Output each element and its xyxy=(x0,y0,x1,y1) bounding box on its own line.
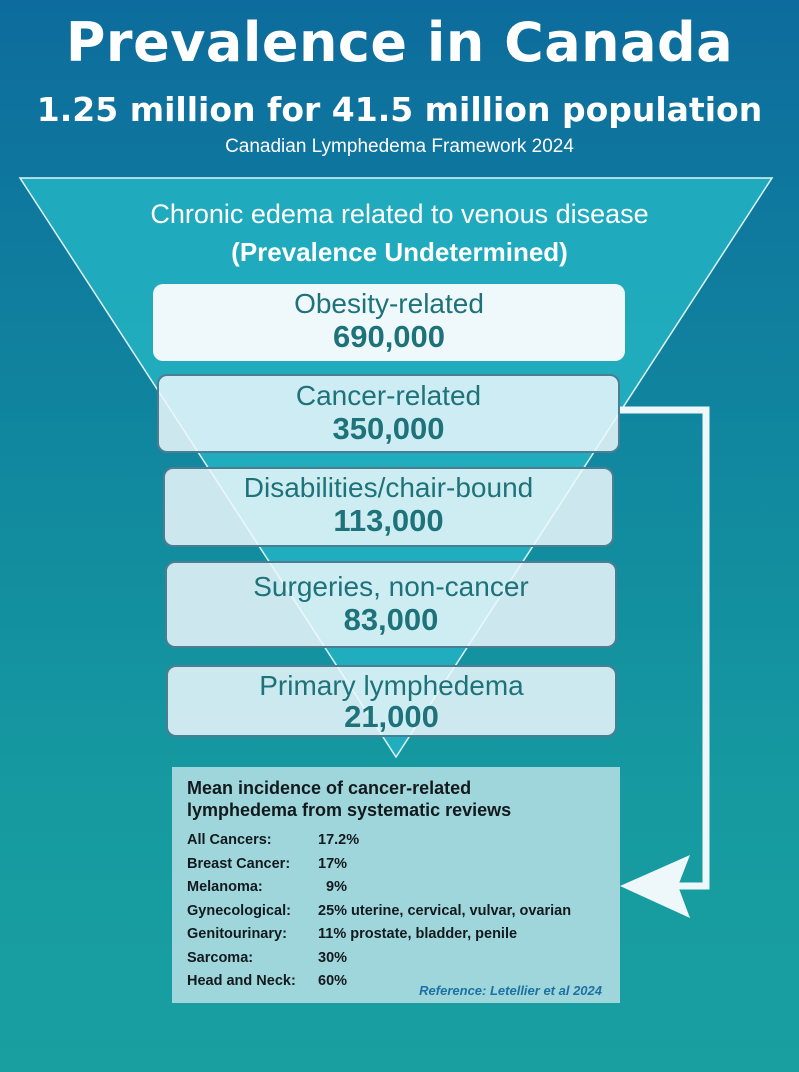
tier-label: Disabilities/chair-bound xyxy=(243,472,534,503)
tier-primary xyxy=(166,665,617,737)
funnel-top-sublabel: (Prevalence Undetermined) xyxy=(231,237,568,267)
incidence-label: Gynecological: xyxy=(187,902,291,919)
tier-label: Cancer-related xyxy=(295,380,482,411)
tier-value: 83,000 xyxy=(343,602,439,637)
tier-disabilities xyxy=(163,467,614,547)
incidence-row xyxy=(187,900,606,924)
incidence-value: 17.2% xyxy=(318,832,360,848)
incidence-title-line: lymphedema from systematic reviews xyxy=(187,800,512,820)
source-caption: Canadian Lymphedema Framework 2024 xyxy=(225,136,574,157)
tier-value: 113,000 xyxy=(333,503,444,538)
incidence-row xyxy=(187,829,606,853)
incidence-row xyxy=(187,876,606,900)
tier-label: Surgeries, non-cancer xyxy=(253,571,529,602)
incidence-row xyxy=(187,923,606,947)
page-subtitle: 1.25 million for 41.5 million population xyxy=(36,90,763,129)
incidence-value: 25% uterine, cervical, vulvar, ovarian xyxy=(318,902,572,919)
incidence-label: Melanoma: xyxy=(187,879,263,895)
incidence-panel xyxy=(172,767,620,1003)
tier-obesity xyxy=(153,284,625,361)
incidence-label: Head and Neck: xyxy=(187,973,296,989)
tier-value: 690,000 xyxy=(332,319,446,354)
tier-surgeries xyxy=(165,561,617,648)
page-title: Prevalence in Canada xyxy=(65,11,734,74)
arrow-connector-icon xyxy=(620,410,706,918)
tier-label: Obesity-related xyxy=(294,288,484,319)
incidence-list xyxy=(187,829,606,994)
incidence-value: 30% xyxy=(318,949,348,966)
incidence-label: Genitourinary: xyxy=(187,926,287,942)
funnel-top-label: Chronic edema related to venous disease xyxy=(150,199,649,229)
tier-value: 21,000 xyxy=(344,699,439,734)
incidence-title-line: Mean incidence of cancer-related xyxy=(187,778,472,798)
incidence-label: All Cancers: xyxy=(187,832,272,848)
incidence-label: Breast Cancer: xyxy=(187,855,291,872)
incidence-value: 11% prostate, bladder, penile xyxy=(318,926,518,942)
incidence-row xyxy=(187,947,606,971)
incidence-label: Sarcoma: xyxy=(187,949,254,966)
incidence-value: 60% xyxy=(318,973,348,989)
tier-cancer xyxy=(157,374,620,453)
incidence-value: 9% xyxy=(326,879,347,895)
tier-label: Primary lymphedema xyxy=(259,670,524,701)
reference-note: Reference: Letellier et al 2024 xyxy=(419,983,602,998)
incidence-value: 17% xyxy=(318,855,348,872)
incidence-row xyxy=(187,853,606,877)
tier-value: 350,000 xyxy=(332,411,445,446)
incidence-title xyxy=(187,777,606,821)
